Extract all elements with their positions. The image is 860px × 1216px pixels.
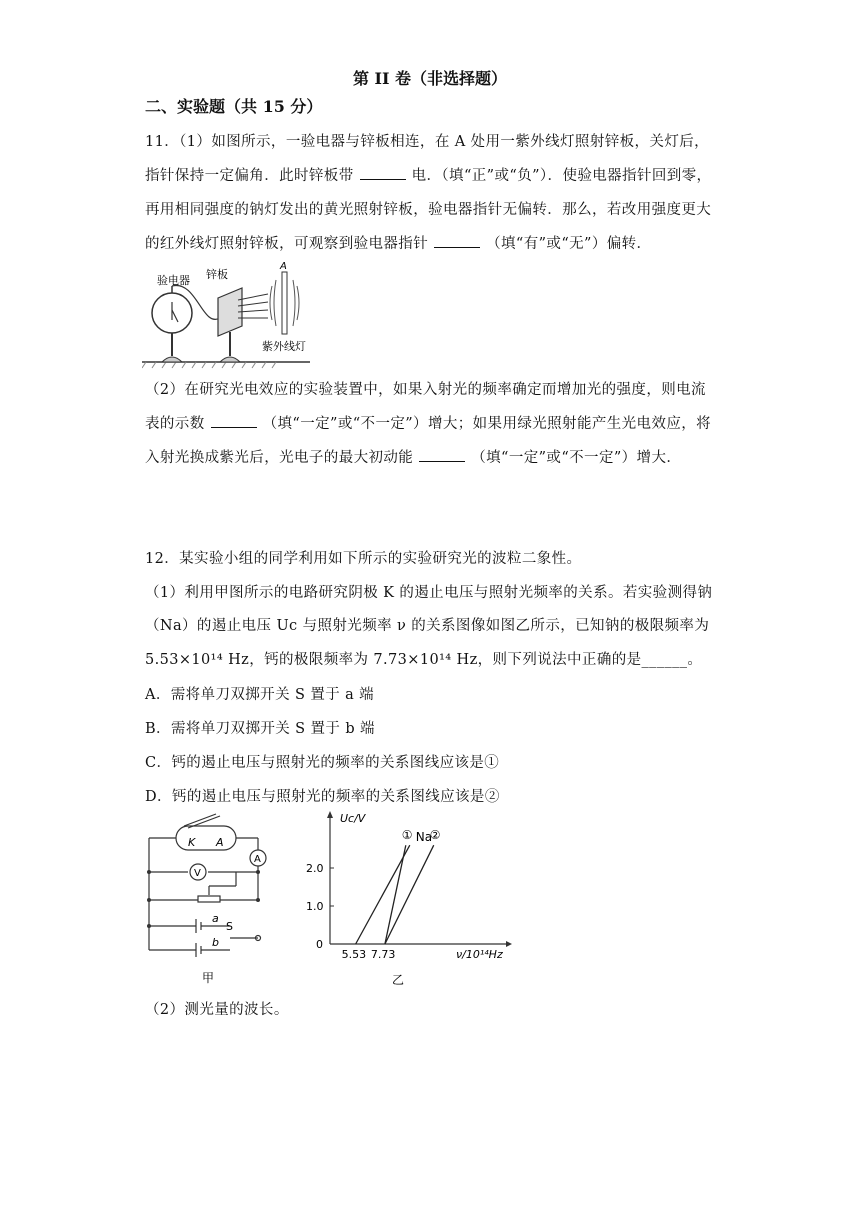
switch-s-label: S bbox=[226, 920, 233, 933]
q11-line1: 11．（1）如图所示，一验电器与锌板相连，在 A 处用一紫外线灯照射锌板，关灯后， bbox=[145, 134, 710, 150]
circuit-diagram bbox=[140, 812, 280, 992]
q11-line2-a: 指针保持一定偏角．此时锌板带 bbox=[145, 168, 354, 184]
terminal-a-label: a bbox=[212, 912, 219, 925]
answer-blank-1[interactable] bbox=[360, 167, 406, 180]
q12-line2: （Na）的遏止电压 Uc 与照射光频率 ν 的关系图像如图乙所示，已知钠的极限频率为 bbox=[145, 618, 710, 634]
series-label-1: ① bbox=[401, 828, 413, 843]
q11-part2-line2-b: （填“一定”或“不一定”）增大；如果用绿光照射能产生光电效应，将 bbox=[262, 416, 712, 432]
y-tick-label-1: 1.0 bbox=[306, 900, 324, 913]
q12-part2: （2）测光量的波长。 bbox=[145, 1002, 289, 1018]
ammeter-label: A bbox=[254, 854, 261, 865]
y-axis-label: Uc/V bbox=[340, 812, 366, 825]
q11-part2-line2-a: 表的示数 bbox=[145, 416, 205, 432]
electroscope-label: 验电器 bbox=[157, 274, 190, 287]
anode-a-label: A bbox=[216, 836, 224, 849]
terminal-b-label: b bbox=[212, 936, 219, 949]
electroscope-figure bbox=[142, 258, 312, 370]
q12-line1: （1）利用甲图所示的电路研究阴极 K 的遏止电压与照射光频率的关系。若实验测得钠 bbox=[145, 585, 713, 601]
q11-part2-line3-a: 入射光换成紫光后，光电子的最大初动能 bbox=[145, 450, 414, 466]
origin-label: 0 bbox=[316, 938, 323, 951]
q11-part2-line3 bbox=[145, 446, 681, 467]
q11-line4 bbox=[145, 232, 651, 253]
uv-lamp-label: 紫外线灯 bbox=[262, 340, 306, 353]
section-title: 第 II 卷（非选择题） bbox=[352, 69, 508, 88]
q11-line2 bbox=[145, 164, 711, 185]
option-c[interactable]: C．钙的遏止电压与照射光的频率的关系图线应该是① bbox=[145, 755, 500, 771]
series-line-1 bbox=[385, 845, 406, 944]
option-a[interactable]: A．需将单刀双掷开关 S 置于 a 端 bbox=[145, 687, 375, 703]
y-tick-label-0: 2.0 bbox=[306, 862, 324, 875]
x-axis-arrow bbox=[506, 941, 512, 947]
option-d[interactable]: D．钙的遏止电压与照射光的频率的关系图线应该是② bbox=[145, 789, 500, 805]
q11-line4-b: （填“有”或“无”）偏转． bbox=[486, 236, 652, 252]
q12-line3: 5.53×10¹⁴ Hz，钙的极限频率为 7.73×10¹⁴ Hz，则下列说法中正确的是______。 bbox=[145, 652, 703, 668]
series-line-3 bbox=[385, 845, 434, 944]
q11-part2-line2 bbox=[145, 412, 711, 433]
cathode-k-label: K bbox=[188, 836, 196, 849]
series-label-2: Na bbox=[415, 830, 433, 845]
option-b[interactable]: B．需将单刀双掷开关 S 置于 b 端 bbox=[145, 721, 375, 737]
q11-line4-a: 的红外线灯照射锌板，可观察到验电器指针 bbox=[145, 236, 429, 252]
q11-line3: 再用相同强度的钠灯发出的黄光照射锌板，验电器指针无偏转．那么，若改用强度更大 bbox=[145, 202, 712, 218]
y-axis-arrow bbox=[327, 811, 333, 818]
q11-part2-line1: （2）在研究光电效应的实验装置中，如果入射光的频率确定而增加光的强度，则电流 bbox=[145, 382, 706, 398]
section-heading: 二、实验题（共 15 分） bbox=[145, 97, 323, 116]
x-tick-label-0: 5.53 bbox=[341, 948, 367, 961]
figure-jia-caption: 甲 bbox=[202, 971, 215, 985]
series-label-3: ② bbox=[429, 828, 441, 843]
point-a-label: A bbox=[280, 261, 287, 272]
uc-frequency-chart bbox=[296, 808, 516, 990]
answer-blank-3[interactable] bbox=[211, 415, 257, 428]
x-tick-label-1: 7.73 bbox=[370, 948, 396, 961]
q11-part2-line3-b: （填“一定”或“不一定”）增大． bbox=[471, 450, 682, 466]
zinc-plate-label: 锌板 bbox=[206, 268, 228, 281]
x-axis-label: ν/10¹⁴Hz bbox=[456, 948, 503, 961]
voltmeter-label: V bbox=[194, 868, 201, 879]
answer-blank-4[interactable] bbox=[419, 449, 465, 462]
figure-yi-caption: 乙 bbox=[392, 973, 405, 987]
q12-intro: 12．某实验小组的同学利用如下所示的实验研究光的波粒二象性。 bbox=[145, 551, 582, 567]
series-line-2 bbox=[356, 845, 410, 944]
answer-blank-2[interactable] bbox=[434, 235, 480, 248]
q11-line2-b: 电．（填“正”或“负”）．使验电器指针回到零， bbox=[411, 168, 712, 184]
